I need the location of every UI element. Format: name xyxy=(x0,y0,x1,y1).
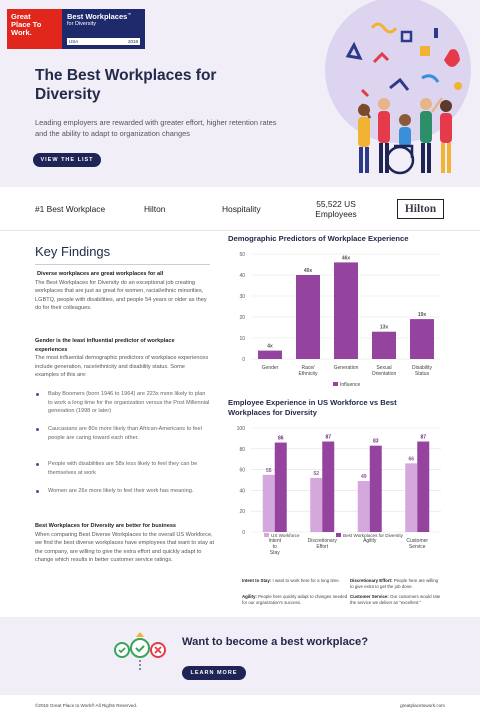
data-label: 40x xyxy=(303,268,313,274)
gptw-logo[interactable] xyxy=(7,9,145,49)
x-tick-label: Sexual Orientation xyxy=(371,365,397,377)
best-workplaces-badge xyxy=(62,9,145,49)
y-tick-label: 0 xyxy=(242,357,245,363)
bar xyxy=(410,319,434,359)
data-label: 87 xyxy=(420,434,427,441)
finding-2-heading: Gender is the least influential predictor of workplace experiences xyxy=(35,338,175,353)
data-label: 87 xyxy=(325,434,332,441)
finding-1-heading: Diverse workplaces are great workplaces for all xyxy=(37,271,164,277)
legend-swatch xyxy=(333,382,338,386)
definition-service xyxy=(350,594,442,606)
bar xyxy=(370,446,382,532)
bar xyxy=(322,442,334,532)
definition-text: People here are willing to give extra to get the job done. xyxy=(350,578,439,589)
y-tick-label: 50 xyxy=(239,252,245,258)
finding-bullet: Baby Boomers (born 1946 to 1964) are 223x more likely to plan to work a long time for the organization versus the Post Millennial generation (1998 or later) xyxy=(35,390,210,416)
finding-1 xyxy=(35,270,210,313)
company-name: Hilton xyxy=(144,203,166,214)
definition-text: People here quickly adapt to changes needed for our organization's success. xyxy=(242,594,348,605)
data-label: 83 xyxy=(372,438,379,445)
data-label: 86 xyxy=(277,435,284,442)
copyright: ©2018 Great Place to Work® All Rights Reserved. xyxy=(35,703,138,708)
finding-3-body: When comparing Best Diverse Workplaces to the overall US Workforce, we find the best diverse workplaces have employees that want to stay at the company, are willing to give the extra effort and quickly adapt to change which results in better customer service ratings. xyxy=(35,531,215,564)
data-label: 66 xyxy=(408,456,415,463)
bar xyxy=(275,443,287,532)
x-tick-label: Gender xyxy=(261,365,279,371)
y-tick-label: 20 xyxy=(239,315,245,321)
definition-term: Intent to Stay: xyxy=(242,578,272,583)
data-label: 55 xyxy=(265,467,272,474)
view-the-list-button[interactable]: VIEW THE LIST xyxy=(33,153,101,167)
employee-experience-chart xyxy=(226,420,446,570)
footer-link[interactable]: greatplacetowork.com xyxy=(400,703,445,708)
checkmark-badges-icon xyxy=(112,628,170,676)
trademark-mark: ™ xyxy=(127,12,132,17)
finding-bullet: People with disabilities are 58x less likely to feel they can be themselves at work xyxy=(35,460,210,477)
definition-effort xyxy=(350,578,442,590)
bar xyxy=(358,481,370,532)
finding-2-body: The most influential demographic predictors of workplace experiences include generation, race/ethnicity and disability status. Some examples of this are: xyxy=(35,355,209,379)
page-subtitle: Leading employers are rewarded with greater effort, higher retention rates and the ability to adapt to organization changes xyxy=(35,118,277,138)
best-workplaces-text: Best Workplaces xyxy=(67,12,128,21)
definition-intent xyxy=(242,578,342,584)
x-tick-label: Customer Service xyxy=(406,538,429,550)
bar xyxy=(372,332,396,359)
bar xyxy=(417,442,429,532)
legend-label: US Workforce xyxy=(271,533,300,538)
finding-3-heading: Best Workplaces for Diversity are better for business xyxy=(35,523,177,529)
definition-agility xyxy=(242,594,348,606)
badge-bar xyxy=(67,38,140,45)
bar xyxy=(334,262,358,359)
y-tick-label: 10 xyxy=(239,336,245,342)
finding-1-body: The Best Workplaces for Diversity do an exceptional job creating workplaces that are just as great for women, racial/ethnic minorities, LGBTQ, people with disabilities, and people 54 years or older as they do for their colleagues. xyxy=(35,279,207,312)
bar xyxy=(310,478,322,532)
y-tick-label: 20 xyxy=(239,509,245,516)
finding-bullet: Caucasians are 80x more likely than African-Americans to feel people are caring toward each other. xyxy=(35,425,210,442)
x-tick-label: Race/ Ethnicity xyxy=(298,365,318,377)
bar xyxy=(258,351,282,359)
y-tick-label: 30 xyxy=(239,294,245,300)
badge-year: 2018 xyxy=(127,39,138,44)
x-tick-label: Disability Status xyxy=(411,365,433,377)
chart-1-title: Demographic Predictors of Workplace Experience xyxy=(228,234,409,243)
x-tick-label: Generation xyxy=(333,365,359,371)
data-label: 46x xyxy=(341,255,351,262)
legend-swatch xyxy=(336,533,341,537)
bar xyxy=(405,463,417,532)
y-tick-label: 80 xyxy=(239,446,245,453)
y-tick-label: 40 xyxy=(239,273,245,279)
finding-2 xyxy=(35,337,210,380)
gptw-logo-text: Great Place To Work. xyxy=(11,12,42,37)
definition-text: Our customers would rate the service we deliver as "excellent." xyxy=(350,594,441,605)
demographic-predictors-chart xyxy=(226,246,446,391)
x-tick-label: Agility xyxy=(363,538,377,544)
x-tick-label: Intent to Stay xyxy=(268,538,282,556)
key-findings-rule xyxy=(35,264,210,265)
legend-swatch xyxy=(264,533,269,537)
data-label: 52 xyxy=(313,470,320,477)
bar xyxy=(263,475,275,532)
definition-term: Agility: xyxy=(242,594,257,599)
learn-more-button[interactable]: LEARN MORE xyxy=(182,666,246,680)
data-label: 4x xyxy=(267,343,273,350)
page-title: The Best Workplaces for Diversity xyxy=(35,67,217,103)
y-tick-label: 60 xyxy=(239,467,245,474)
best-workplaces-sub: for Diversity xyxy=(67,21,97,27)
cta-heading: Want to become a best workplace? xyxy=(182,636,369,648)
data-label: 49 xyxy=(360,474,367,481)
finding-bullet: Women are 26x more likely to feel their work has meaning. xyxy=(35,487,210,496)
y-tick-label: 100 xyxy=(236,426,245,432)
finding-3 xyxy=(35,522,215,565)
employee-count: 55,522 US Employees xyxy=(315,198,357,219)
y-tick-label: 0 xyxy=(242,530,245,536)
definition-term: Discretionary Effort: xyxy=(350,578,393,583)
chart-2-title: Employee Experience in US Workforce vs Best Workplaces for Diversity xyxy=(228,398,397,417)
rank-label: #1 Best Workplace xyxy=(35,203,106,214)
y-tick-label: 40 xyxy=(239,488,245,495)
definition-text: I want to work here for a long time. xyxy=(272,578,340,583)
bar xyxy=(296,275,320,359)
diversity-illustration xyxy=(302,0,480,187)
data-label: 13x xyxy=(379,324,389,331)
definition-term: Customer Service: xyxy=(350,594,389,599)
x-tick-label: Discretionary Effort xyxy=(307,538,337,550)
gptw-logo-badge xyxy=(7,9,62,49)
legend-label: Influence xyxy=(340,382,361,388)
legend-label: Best Workplaces for Diversity xyxy=(343,533,403,538)
section-divider xyxy=(0,230,480,231)
badge-country: USA xyxy=(69,39,79,44)
key-findings-heading: Key Findings xyxy=(35,244,111,259)
cta-section xyxy=(0,617,480,695)
industry-label: Hospitality xyxy=(222,203,261,214)
data-label: 19x xyxy=(417,312,427,319)
company-logo[interactable]: Hilton xyxy=(397,199,444,219)
